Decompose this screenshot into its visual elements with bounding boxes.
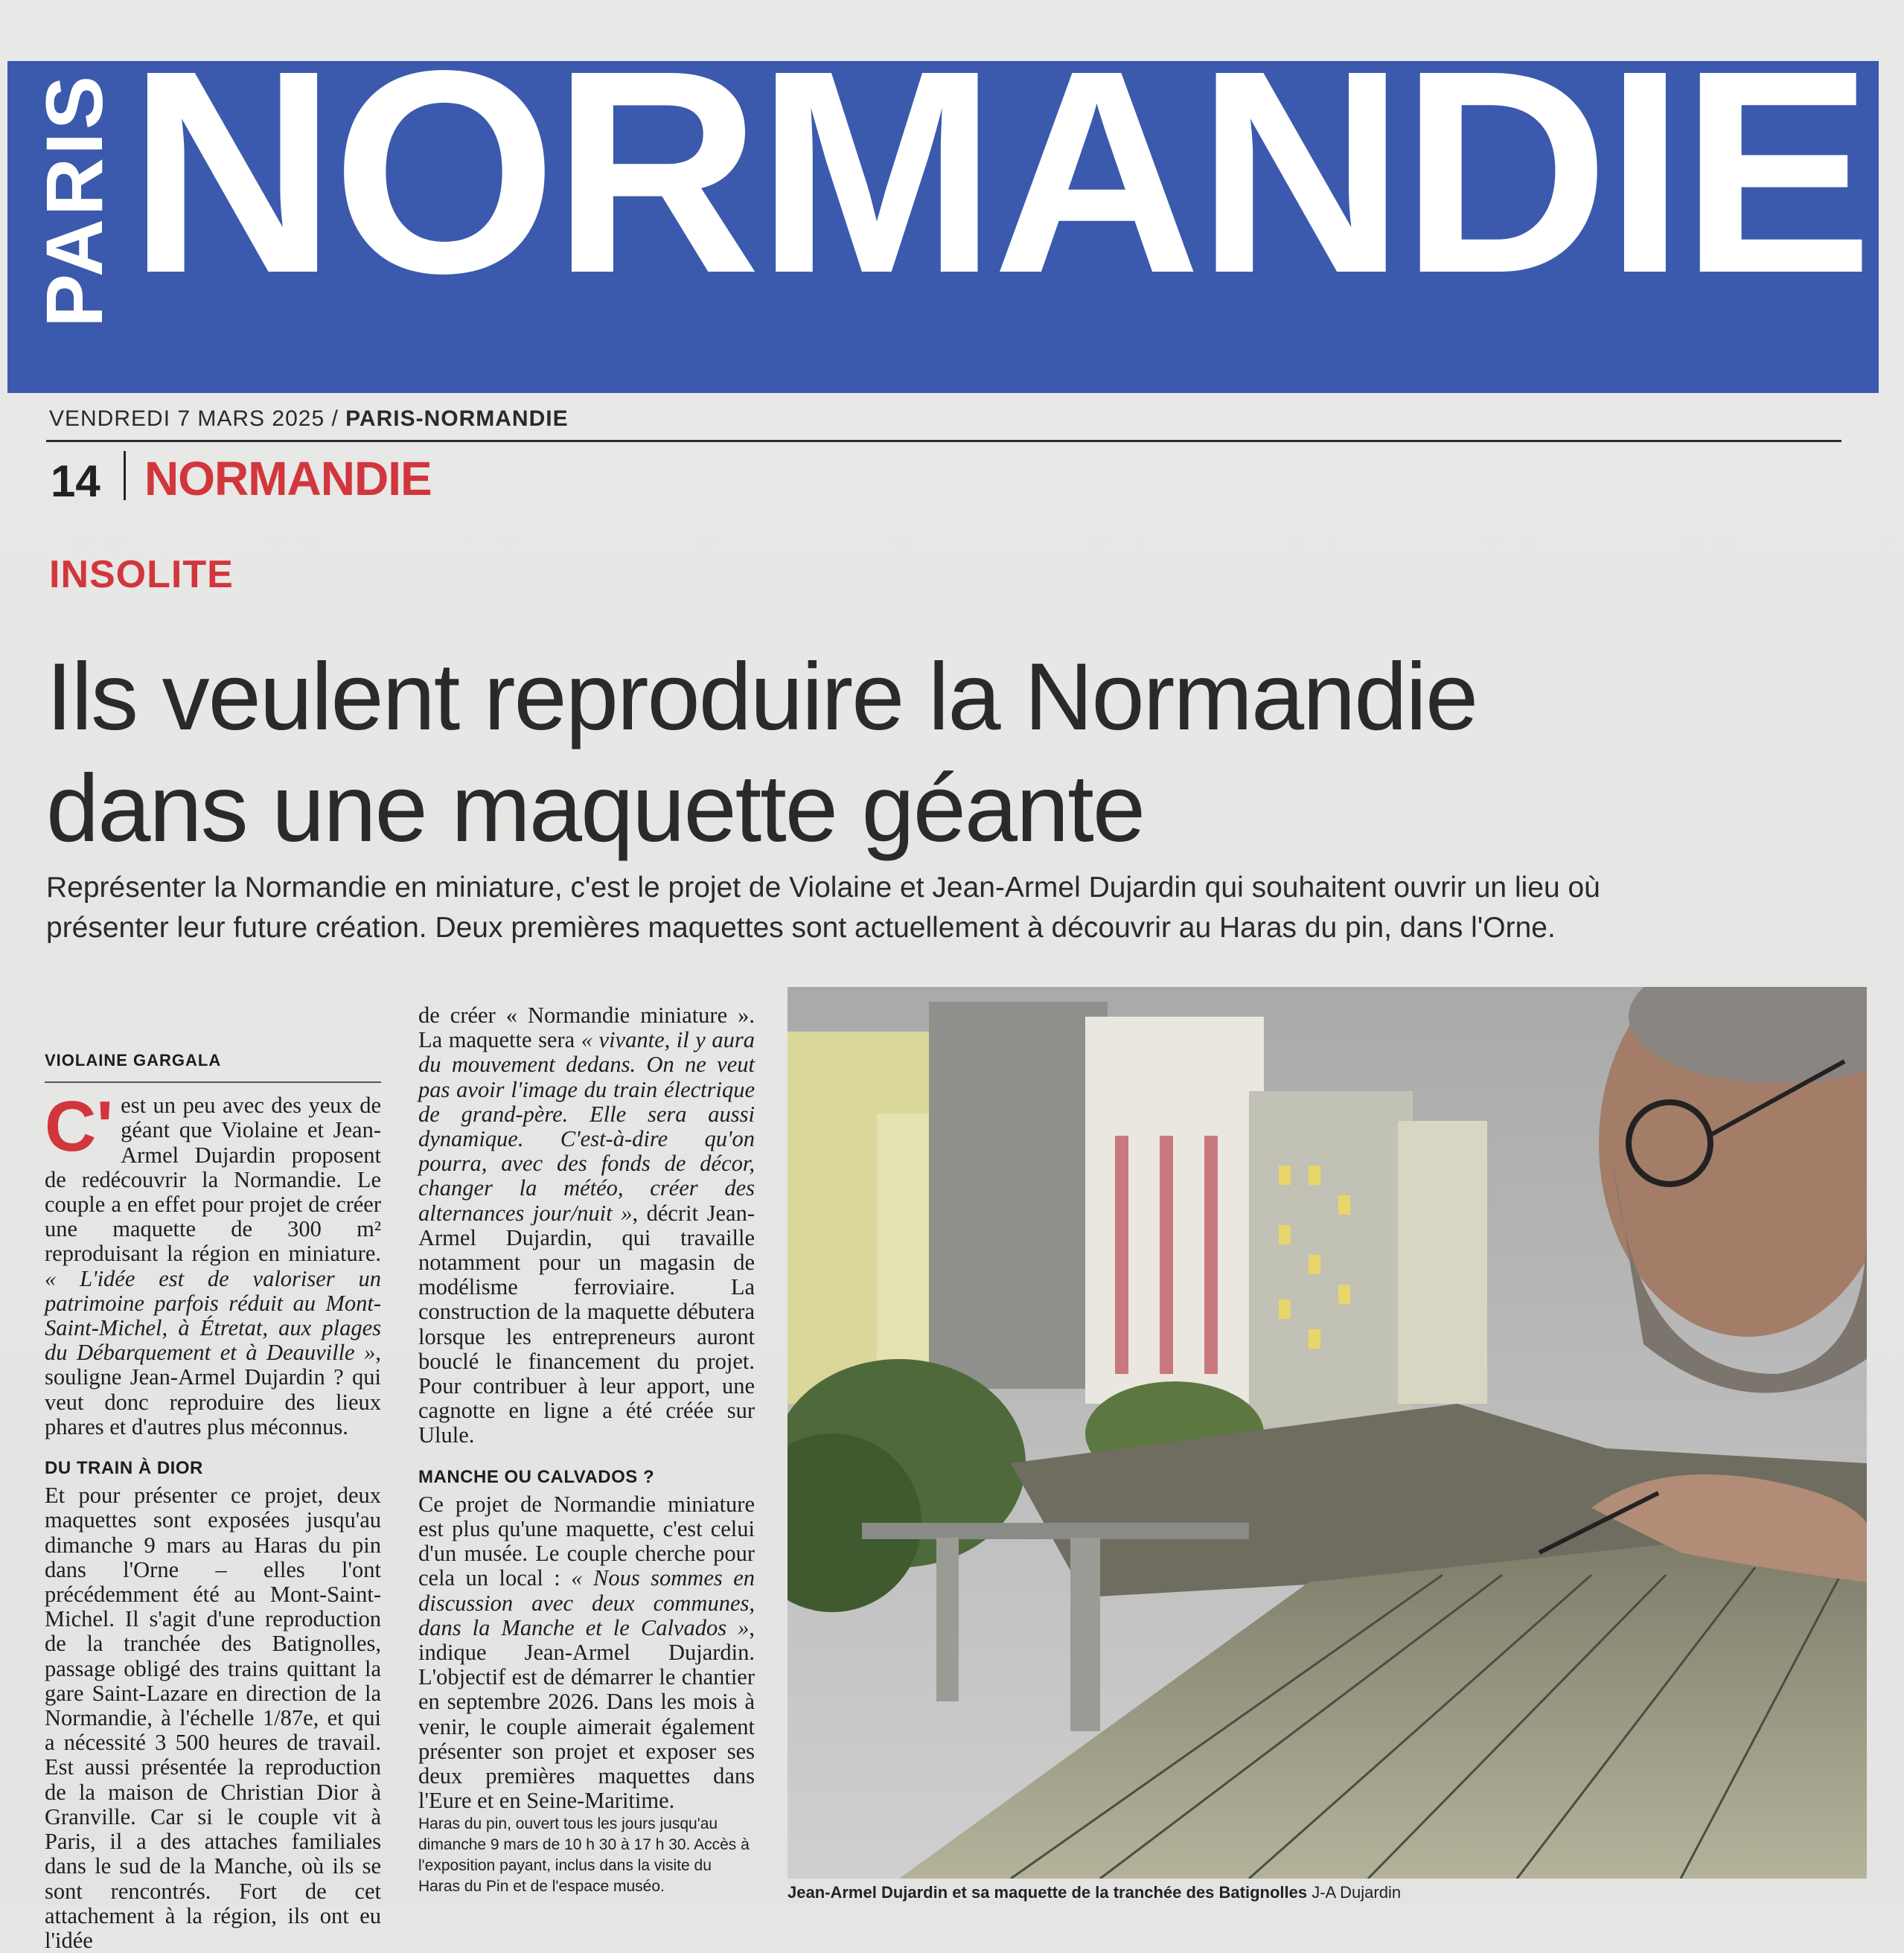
photo-illustration [788,987,1867,1879]
article-standfirst: Représenter la Normandie en miniature, c'est le projet de Violaine et Jean-Armel Dujardin qui souhaitent ouvrir un lieu où présenter leur future création. Deux premières maquettes sont actuellement à découvrir au Haras du pin, dans l'Orne. [46,872,1600,944]
practical-info: Haras du pin, ouvert tous les jours jusqu'au dimanche 9 mars de 10 h 30 à 17 h 30. Accès à l'exposition payant, inclus dans la visite du Haras du Pin et de l'espace muséo. [418,1815,750,1895]
building-tower [929,1002,1108,1389]
photo-caption [788,1883,1867,1902]
caption-text: Jean-Armel Dujardin et sa maquette de la tranchée des Batignolles [788,1883,1308,1902]
paragraph-1 [45,1087,381,1439]
facade-stripe-1 [1115,1136,1128,1374]
paragraph-3-end: , décrit Jean-Armel Dujardin, qui travaille notamment pour un magasin de modélisme ferroviaire. La construction de la maquette débutera lorsque les entrepreneurs auront bouclé le financement du projet. Pour contribuer à leur apport, une cagnotte en ligne a été créée sur Ulule. [418,1200,755,1448]
drop-cap: C' [45,1087,114,1167]
dateline-paper: PARIS-NORMANDIE [345,406,569,431]
paragraph-3 [418,1003,755,1448]
paragraph-4 [418,1492,755,1814]
article-kicker: INSOLITE [49,553,234,596]
dateline [49,406,569,432]
article-column-1 [45,1048,381,1953]
paragraph-3-text: de créer « Normandie miniature ». La maquette sera [418,1003,755,1053]
headline-line-1: Ils veulent reproduire la Normandie [46,644,1477,750]
bridge-pylon-2 [936,1538,959,1701]
paragraph-1-quote: « L'idée est de valoriser un patrimoine parfois réduit au Mont-Saint-Michel, à Étretat, aux plages du Débarquement et à Deauville » [45,1265,381,1366]
subheading-2: MANCHE OU CALVADOS ? [418,1466,655,1487]
paragraph-4-text: Ce projet de Normandie miniature est plus qu'une maquette, c'est celui d'un musée. Le couple cherche pour cela un local : [418,1491,755,1591]
dateline-date: VENDREDI 7 MARS 2025 / [49,406,346,431]
paragraph-1-end: , souligne Jean-Armel Dujardin ? qui veut donc reproduire des lieux phares et d'autres plus méconnus. [45,1340,381,1439]
facade-stripe-2 [1160,1136,1173,1374]
paragraph-2: Et pour présenter ce projet, deux maquettes sont exposées jusqu'au dimanche 9 mars au Haras du pin dans l'Orne – elles l'ont précédemment été au Mont-Saint-Michel. Il s'agit d'une reproduction de la tranchée des Batignolles, passage obligé des trains quittant la gare Saint-Lazare en direction de la Normandie, à l'échelle 1/87e, et qui a nécessité 3 500 heures de travail. Est aussi présentée la reproduction de la maison de Christian Dior à Granville. Car si le couple vit à Paris, il a des attaches familiales dans le sud de la Manche, où ils se sont rencontrés. Fort de cet attachement à la région, ils ont eu l'idée [45,1483,381,1953]
article-column-2 [418,1003,755,1897]
byline-rule [45,1081,381,1083]
page-number: 14 [51,456,100,506]
paragraph-1-text: est un peu avec des yeux de géant que Violaine et Jean-Armel Dujardin proposent de redécouvrir la Normandie. Le couple a en effet pour projet de créer une maquette de 300 m² reproduisant la région en miniature. [45,1093,381,1267]
section-title: NORMANDIE [144,452,432,505]
article-headline [46,642,1535,865]
paragraph-3-quote: « vivante, il y aura du mouvement dedans. On ne veut pas avoir l'image du train électrique de grand-père. Elle sera aussi dynamique. C'est-à-dire qu'on pourra, avec des fonds de décor, changer la météo, créer des alternances jour/nuit » [418,1027,755,1226]
dateline-rule [46,440,1841,442]
masthead-title: NORMANDIE [128,11,1869,333]
photo-credit: J-A Dujardin [1312,1883,1402,1902]
building-facade [1085,1017,1264,1404]
paragraph-4-quote: « Nous sommes en discussion avec deux communes, dans la Manche et le Calvados » [418,1565,755,1640]
building-far-right [1398,1121,1487,1404]
bridge-deck [862,1523,1249,1539]
article-photo [788,987,1867,1879]
building-right [1249,1091,1413,1426]
headline-line-2: dans une maquette géante [46,755,1144,862]
subheading-1: DU TRAIN À DIOR [45,1458,203,1479]
masthead-prefix: PARIS [29,72,119,327]
byline: VIOLAINE GARGALA [45,1051,222,1070]
bridge-pylon [1070,1538,1100,1731]
paragraph-4-end: , indique Jean-Armel Dujardin. L'objectif est de démarrer le chantier en septembre 2026. Dans les mois à venir, le couple aimerait également présenter son projet et exposer ses deux premières maquettes dans l'Eure et en Seine-Maritime. [418,1614,755,1814]
facade-stripe-3 [1204,1136,1218,1374]
section-divider [124,451,126,500]
